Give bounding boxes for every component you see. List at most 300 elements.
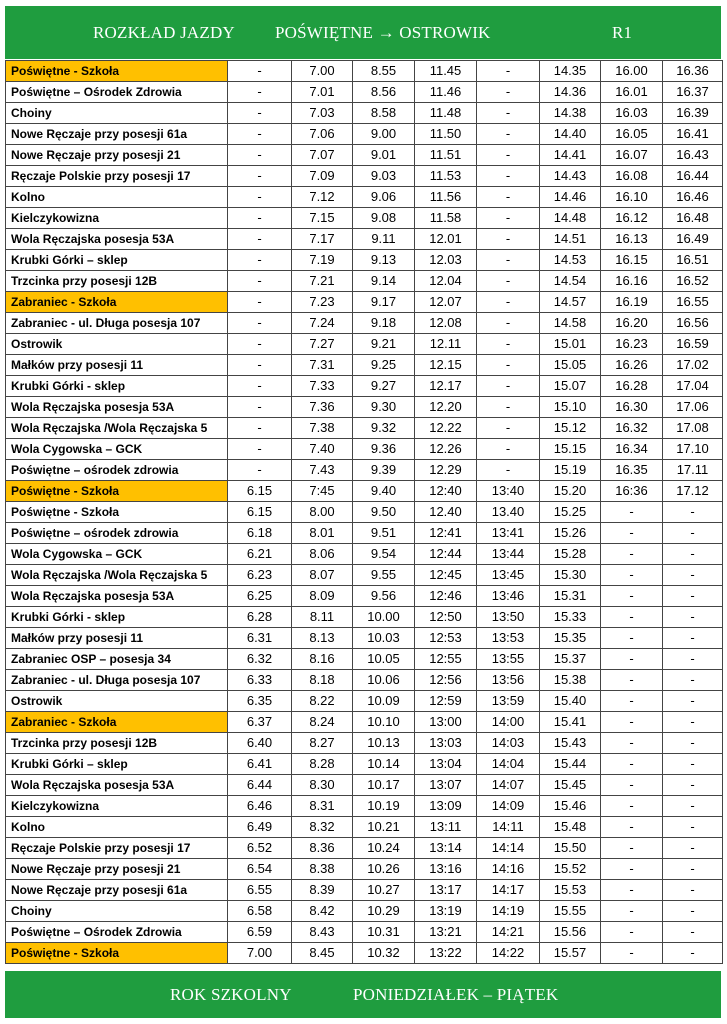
departure-time: 9.32 bbox=[353, 418, 415, 439]
stop-name: Ostrowik bbox=[6, 334, 228, 355]
departure-time: - bbox=[228, 229, 292, 250]
departure-time: 16.30 bbox=[601, 397, 663, 418]
departure-time: 15.38 bbox=[540, 670, 601, 691]
departure-time: 8.28 bbox=[292, 754, 353, 775]
departure-time: 12:50 bbox=[415, 607, 477, 628]
departure-time: 12:44 bbox=[415, 544, 477, 565]
timetable-row bbox=[6, 565, 723, 586]
departure-time: 10.13 bbox=[353, 733, 415, 754]
departure-time: 8.09 bbox=[292, 586, 353, 607]
footer-days: PONIEDZIAŁEK – PIĄTEK bbox=[353, 984, 559, 1004]
departure-time: - bbox=[601, 628, 663, 649]
footer-period: ROK SZKOLNY bbox=[170, 984, 292, 1004]
departure-time: 16.48 bbox=[663, 208, 723, 229]
departure-time: - bbox=[228, 103, 292, 124]
departure-time: - bbox=[477, 418, 540, 439]
departure-time: 10.27 bbox=[353, 880, 415, 901]
departure-time: 16.39 bbox=[663, 103, 723, 124]
departure-time: 15.55 bbox=[540, 901, 601, 922]
departure-time: 12.03 bbox=[415, 250, 477, 271]
departure-time: 17.04 bbox=[663, 376, 723, 397]
departure-time: - bbox=[228, 145, 292, 166]
departure-time: 7.15 bbox=[292, 208, 353, 229]
timetable-row bbox=[6, 733, 723, 754]
departure-time: 17.08 bbox=[663, 418, 723, 439]
stop-name: Wola Ręczajska posesja 53A bbox=[6, 229, 228, 250]
departure-time: 13:04 bbox=[415, 754, 477, 775]
stop-name: Małków przy posesji 11 bbox=[6, 355, 228, 376]
departure-time: - bbox=[228, 355, 292, 376]
timetable-row bbox=[6, 922, 723, 943]
school-stop-name: Zabraniec - Szkoła bbox=[6, 712, 228, 733]
departure-time: - bbox=[601, 775, 663, 796]
departure-time: 16.16 bbox=[601, 271, 663, 292]
departure-time: 7.00 bbox=[292, 61, 353, 82]
departure-time: 15.10 bbox=[540, 397, 601, 418]
departure-time: 7.21 bbox=[292, 271, 353, 292]
stop-name: Poświętne – ośrodek zdrowia bbox=[6, 523, 228, 544]
departure-time: 7.33 bbox=[292, 376, 353, 397]
timetable-row bbox=[6, 208, 723, 229]
departure-time: 16.13 bbox=[601, 229, 663, 250]
departure-time: - bbox=[663, 859, 723, 880]
departure-time: - bbox=[601, 880, 663, 901]
timetable-row bbox=[6, 313, 723, 334]
stop-name: Wola Ręczajska /Wola Ręczajska 5 bbox=[6, 565, 228, 586]
departure-time: 13:59 bbox=[477, 691, 540, 712]
timetable-row bbox=[6, 901, 723, 922]
departure-time: 15.57 bbox=[540, 943, 601, 964]
departure-time: 10.26 bbox=[353, 859, 415, 880]
departure-time: 10.06 bbox=[353, 670, 415, 691]
departure-time: 17.12 bbox=[663, 481, 723, 502]
departure-time: - bbox=[477, 397, 540, 418]
timetable-row bbox=[6, 250, 723, 271]
departure-time: - bbox=[477, 187, 540, 208]
timetable-row bbox=[6, 691, 723, 712]
departure-time: 6.59 bbox=[228, 922, 292, 943]
header-banner bbox=[5, 6, 721, 59]
timetable-row bbox=[6, 145, 723, 166]
departure-time: 15.28 bbox=[540, 544, 601, 565]
departure-time: 6.44 bbox=[228, 775, 292, 796]
departure-time: - bbox=[601, 817, 663, 838]
departure-time: 7.00 bbox=[228, 943, 292, 964]
departure-time: 15.56 bbox=[540, 922, 601, 943]
departure-time: 16.49 bbox=[663, 229, 723, 250]
departure-time: 14.48 bbox=[540, 208, 601, 229]
departure-time: 14:22 bbox=[477, 943, 540, 964]
departure-time: - bbox=[228, 292, 292, 313]
departure-time: 8.56 bbox=[353, 82, 415, 103]
departure-time: 15.37 bbox=[540, 649, 601, 670]
departure-time: 17.11 bbox=[663, 460, 723, 481]
departure-time: - bbox=[477, 250, 540, 271]
stop-name: Choiny bbox=[6, 103, 228, 124]
departure-time: 7.03 bbox=[292, 103, 353, 124]
departure-time: 6.58 bbox=[228, 901, 292, 922]
stop-name: Trzcinka przy posesji 12B bbox=[6, 271, 228, 292]
timetable-row bbox=[6, 103, 723, 124]
timetable-row bbox=[6, 397, 723, 418]
departure-time: - bbox=[477, 124, 540, 145]
departure-time: 10.09 bbox=[353, 691, 415, 712]
departure-time: 14:11 bbox=[477, 817, 540, 838]
departure-time: - bbox=[663, 880, 723, 901]
departure-time: 10.24 bbox=[353, 838, 415, 859]
departure-time: 13:53 bbox=[477, 628, 540, 649]
departure-time: - bbox=[663, 922, 723, 943]
timetable-row bbox=[6, 670, 723, 691]
departure-time: 16.32 bbox=[601, 418, 663, 439]
departure-time: - bbox=[663, 523, 723, 544]
departure-time: 8.16 bbox=[292, 649, 353, 670]
departure-time: 15.33 bbox=[540, 607, 601, 628]
timetable-row bbox=[6, 292, 723, 313]
departure-time: - bbox=[477, 208, 540, 229]
departure-time: - bbox=[601, 838, 663, 859]
timetable-row bbox=[6, 376, 723, 397]
departure-time: 6.33 bbox=[228, 670, 292, 691]
timetable-row bbox=[6, 817, 723, 838]
stop-name: Poświętne – Ośrodek Zdrowia bbox=[6, 922, 228, 943]
stop-name: Zabraniec - ul. Długa posesja 107 bbox=[6, 670, 228, 691]
timetable-row bbox=[6, 334, 723, 355]
departure-time: 12.26 bbox=[415, 439, 477, 460]
departure-time: 16.51 bbox=[663, 250, 723, 271]
departure-time: 8.07 bbox=[292, 565, 353, 586]
timetable-row bbox=[6, 607, 723, 628]
departure-time: 16.52 bbox=[663, 271, 723, 292]
departure-time: 15.30 bbox=[540, 565, 601, 586]
departure-time: - bbox=[228, 397, 292, 418]
departure-time: - bbox=[663, 901, 723, 922]
timetable-row bbox=[6, 355, 723, 376]
departure-time: 13:16 bbox=[415, 859, 477, 880]
departure-time: 15.25 bbox=[540, 502, 601, 523]
departure-time: 14:00 bbox=[477, 712, 540, 733]
departure-time: 6.37 bbox=[228, 712, 292, 733]
departure-time: 7.40 bbox=[292, 439, 353, 460]
departure-time: 15.35 bbox=[540, 628, 601, 649]
departure-time: - bbox=[477, 145, 540, 166]
departure-time: - bbox=[601, 502, 663, 523]
stop-name: Ręczaje Polskie przy posesji 17 bbox=[6, 838, 228, 859]
departure-time: 8.58 bbox=[353, 103, 415, 124]
departure-time: 14:21 bbox=[477, 922, 540, 943]
departure-time: 13:56 bbox=[477, 670, 540, 691]
departure-time: 11.58 bbox=[415, 208, 477, 229]
departure-time: 15.20 bbox=[540, 481, 601, 502]
header-title: ROZKŁAD JAZDY bbox=[93, 22, 235, 42]
departure-time: 16.01 bbox=[601, 82, 663, 103]
departure-time: 11.46 bbox=[415, 82, 477, 103]
departure-time: 7.07 bbox=[292, 145, 353, 166]
departure-time: - bbox=[477, 313, 540, 334]
departure-time: 14:03 bbox=[477, 733, 540, 754]
departure-time: 8.38 bbox=[292, 859, 353, 880]
departure-time: 13.40 bbox=[477, 502, 540, 523]
departure-time: 10.17 bbox=[353, 775, 415, 796]
departure-time: 13:22 bbox=[415, 943, 477, 964]
departure-time: 15.19 bbox=[540, 460, 601, 481]
departure-time: 16.46 bbox=[663, 187, 723, 208]
departure-time: 16:36 bbox=[601, 481, 663, 502]
timetable-body bbox=[6, 61, 723, 964]
departure-time: - bbox=[601, 733, 663, 754]
departure-time: 8.22 bbox=[292, 691, 353, 712]
departure-time: 8.30 bbox=[292, 775, 353, 796]
departure-time: 7.01 bbox=[292, 82, 353, 103]
timetable-row bbox=[6, 502, 723, 523]
departure-time: - bbox=[477, 103, 540, 124]
stop-name: Zabraniec - ul. Długa posesja 107 bbox=[6, 313, 228, 334]
departure-time: 9.14 bbox=[353, 271, 415, 292]
departure-time: 16.55 bbox=[663, 292, 723, 313]
stop-name: Wola Ręczajska /Wola Ręczajska 5 bbox=[6, 418, 228, 439]
departure-time: 13:00 bbox=[415, 712, 477, 733]
departure-time: - bbox=[601, 565, 663, 586]
departure-time: 7.38 bbox=[292, 418, 353, 439]
departure-time: 7.24 bbox=[292, 313, 353, 334]
departure-time: 12:53 bbox=[415, 628, 477, 649]
departure-time: 14:16 bbox=[477, 859, 540, 880]
departure-time: 12:55 bbox=[415, 649, 477, 670]
departure-time: - bbox=[663, 712, 723, 733]
stop-name: Nowe Ręczaje przy posesji 21 bbox=[6, 859, 228, 880]
departure-time: 6.54 bbox=[228, 859, 292, 880]
departure-time: 14.53 bbox=[540, 250, 601, 271]
departure-time: 10.19 bbox=[353, 796, 415, 817]
departure-time: - bbox=[601, 754, 663, 775]
departure-time: 13:50 bbox=[477, 607, 540, 628]
departure-time: 9.17 bbox=[353, 292, 415, 313]
departure-time: 8.24 bbox=[292, 712, 353, 733]
departure-time: - bbox=[663, 607, 723, 628]
departure-time: 14:04 bbox=[477, 754, 540, 775]
stop-name: Kielczykowizna bbox=[6, 208, 228, 229]
departure-time: 9.39 bbox=[353, 460, 415, 481]
departure-time: 6.28 bbox=[228, 607, 292, 628]
stop-name: Krubki Górki – sklep bbox=[6, 250, 228, 271]
timetable-row bbox=[6, 859, 723, 880]
departure-time: 13:21 bbox=[415, 922, 477, 943]
departure-time: 16.03 bbox=[601, 103, 663, 124]
departure-time: - bbox=[663, 796, 723, 817]
departure-time: - bbox=[477, 355, 540, 376]
departure-time: 9.08 bbox=[353, 208, 415, 229]
departure-time: 6.23 bbox=[228, 565, 292, 586]
departure-time: 9.40 bbox=[353, 481, 415, 502]
departure-time: 16.59 bbox=[663, 334, 723, 355]
departure-time: - bbox=[601, 544, 663, 565]
departure-time: 7.23 bbox=[292, 292, 353, 313]
departure-time: 9.51 bbox=[353, 523, 415, 544]
departure-time: 16.10 bbox=[601, 187, 663, 208]
timetable-row bbox=[6, 712, 723, 733]
departure-time: 15.26 bbox=[540, 523, 601, 544]
departure-time: 12.08 bbox=[415, 313, 477, 334]
departure-time: - bbox=[663, 733, 723, 754]
departure-time: - bbox=[477, 271, 540, 292]
departure-time: 10.21 bbox=[353, 817, 415, 838]
departure-time: 6.32 bbox=[228, 649, 292, 670]
departure-time: 12:40 bbox=[415, 481, 477, 502]
departure-time: - bbox=[228, 250, 292, 271]
timetable-row bbox=[6, 628, 723, 649]
stop-name: Zabraniec OSP – posesja 34 bbox=[6, 649, 228, 670]
departure-time: 7.06 bbox=[292, 124, 353, 145]
departure-time: 8.36 bbox=[292, 838, 353, 859]
timetable-row bbox=[6, 166, 723, 187]
stop-name: Nowe Ręczaje przy posesji 21 bbox=[6, 145, 228, 166]
departure-time: 8.31 bbox=[292, 796, 353, 817]
timetable-row bbox=[6, 586, 723, 607]
departure-time: 11.53 bbox=[415, 166, 477, 187]
departure-time: 6.31 bbox=[228, 628, 292, 649]
departure-time: 10.31 bbox=[353, 922, 415, 943]
departure-time: - bbox=[663, 670, 723, 691]
departure-time: 8.11 bbox=[292, 607, 353, 628]
stop-name: Wola Cygowska – GCK bbox=[6, 544, 228, 565]
departure-time: 8.18 bbox=[292, 670, 353, 691]
departure-time: - bbox=[228, 334, 292, 355]
departure-time: 9.11 bbox=[353, 229, 415, 250]
departure-time: 12.01 bbox=[415, 229, 477, 250]
departure-time: - bbox=[601, 943, 663, 964]
departure-time: - bbox=[228, 439, 292, 460]
departure-time: 16.05 bbox=[601, 124, 663, 145]
departure-time: - bbox=[663, 502, 723, 523]
departure-time: 10.05 bbox=[353, 649, 415, 670]
timetable-row bbox=[6, 61, 723, 82]
departure-time: 11.45 bbox=[415, 61, 477, 82]
departure-time: - bbox=[228, 271, 292, 292]
departure-time: - bbox=[663, 691, 723, 712]
departure-time: 15.46 bbox=[540, 796, 601, 817]
departure-time: 16.28 bbox=[601, 376, 663, 397]
departure-time: 7.27 bbox=[292, 334, 353, 355]
departure-time: - bbox=[663, 817, 723, 838]
departure-time: 8.06 bbox=[292, 544, 353, 565]
departure-time: 8.32 bbox=[292, 817, 353, 838]
departure-time: - bbox=[601, 691, 663, 712]
departure-time: 7.19 bbox=[292, 250, 353, 271]
departure-time: 11.50 bbox=[415, 124, 477, 145]
departure-time: 14.35 bbox=[540, 61, 601, 82]
timetable bbox=[5, 60, 723, 964]
departure-time: 13:41 bbox=[477, 523, 540, 544]
departure-time: 8.01 bbox=[292, 523, 353, 544]
departure-time: - bbox=[477, 439, 540, 460]
departure-time: 16.37 bbox=[663, 82, 723, 103]
departure-time: 15.12 bbox=[540, 418, 601, 439]
departure-time: - bbox=[601, 586, 663, 607]
timetable-row bbox=[6, 124, 723, 145]
departure-time: 11.51 bbox=[415, 145, 477, 166]
departure-time: 14:14 bbox=[477, 838, 540, 859]
departure-time: 15.31 bbox=[540, 586, 601, 607]
departure-time: 12.04 bbox=[415, 271, 477, 292]
departure-time: - bbox=[663, 649, 723, 670]
departure-time: 11.48 bbox=[415, 103, 477, 124]
departure-time: 12.17 bbox=[415, 376, 477, 397]
departure-time: 13:14 bbox=[415, 838, 477, 859]
departure-time: 14:19 bbox=[477, 901, 540, 922]
departure-time: 10.00 bbox=[353, 607, 415, 628]
departure-time: - bbox=[601, 901, 663, 922]
departure-time: 16.23 bbox=[601, 334, 663, 355]
departure-time: - bbox=[228, 82, 292, 103]
departure-time: 15.15 bbox=[540, 439, 601, 460]
departure-time: 13:09 bbox=[415, 796, 477, 817]
departure-time: 9.50 bbox=[353, 502, 415, 523]
stop-name: Poświętne – ośrodek zdrowia bbox=[6, 460, 228, 481]
departure-time: 12.40 bbox=[415, 502, 477, 523]
departure-time: - bbox=[601, 523, 663, 544]
departure-time: 12:45 bbox=[415, 565, 477, 586]
departure-time: 10.14 bbox=[353, 754, 415, 775]
timetable-row bbox=[6, 775, 723, 796]
departure-time: 16.43 bbox=[663, 145, 723, 166]
departure-time: 10.32 bbox=[353, 943, 415, 964]
departure-time: - bbox=[477, 82, 540, 103]
departure-time: 15.40 bbox=[540, 691, 601, 712]
departure-time: 13:11 bbox=[415, 817, 477, 838]
departure-time: 14.43 bbox=[540, 166, 601, 187]
stop-name: Krubki Górki - sklep bbox=[6, 607, 228, 628]
departure-time: 7.31 bbox=[292, 355, 353, 376]
departure-time: 12.20 bbox=[415, 397, 477, 418]
departure-time: - bbox=[228, 61, 292, 82]
departure-time: 16.36 bbox=[663, 61, 723, 82]
departure-time: - bbox=[663, 754, 723, 775]
departure-time: 6.25 bbox=[228, 586, 292, 607]
timetable-row bbox=[6, 460, 723, 481]
departure-time: 16.56 bbox=[663, 313, 723, 334]
departure-time: 6.46 bbox=[228, 796, 292, 817]
departure-time: - bbox=[477, 460, 540, 481]
departure-time: 9.06 bbox=[353, 187, 415, 208]
departure-time: 8.43 bbox=[292, 922, 353, 943]
departure-time: 8.13 bbox=[292, 628, 353, 649]
departure-time: 9.03 bbox=[353, 166, 415, 187]
departure-time: 6.52 bbox=[228, 838, 292, 859]
departure-time: - bbox=[663, 838, 723, 859]
departure-time: 8.27 bbox=[292, 733, 353, 754]
departure-time: 17.06 bbox=[663, 397, 723, 418]
stop-name: Małków przy posesji 11 bbox=[6, 628, 228, 649]
timetable-row bbox=[6, 82, 723, 103]
departure-time: 9.30 bbox=[353, 397, 415, 418]
departure-time: 12.11 bbox=[415, 334, 477, 355]
departure-time: - bbox=[477, 166, 540, 187]
departure-time: 9.55 bbox=[353, 565, 415, 586]
departure-time: - bbox=[601, 712, 663, 733]
timetable-row bbox=[6, 229, 723, 250]
departure-time: 12:41 bbox=[415, 523, 477, 544]
departure-time: 8.39 bbox=[292, 880, 353, 901]
departure-time: - bbox=[601, 859, 663, 880]
departure-time: - bbox=[477, 229, 540, 250]
departure-time: 14.41 bbox=[540, 145, 601, 166]
timetable-row bbox=[6, 418, 723, 439]
departure-time: 15.45 bbox=[540, 775, 601, 796]
stop-name: Nowe Ręczaje przy posesji 61a bbox=[6, 880, 228, 901]
departure-time: 12:59 bbox=[415, 691, 477, 712]
departure-time: - bbox=[228, 313, 292, 334]
departure-time: - bbox=[477, 334, 540, 355]
